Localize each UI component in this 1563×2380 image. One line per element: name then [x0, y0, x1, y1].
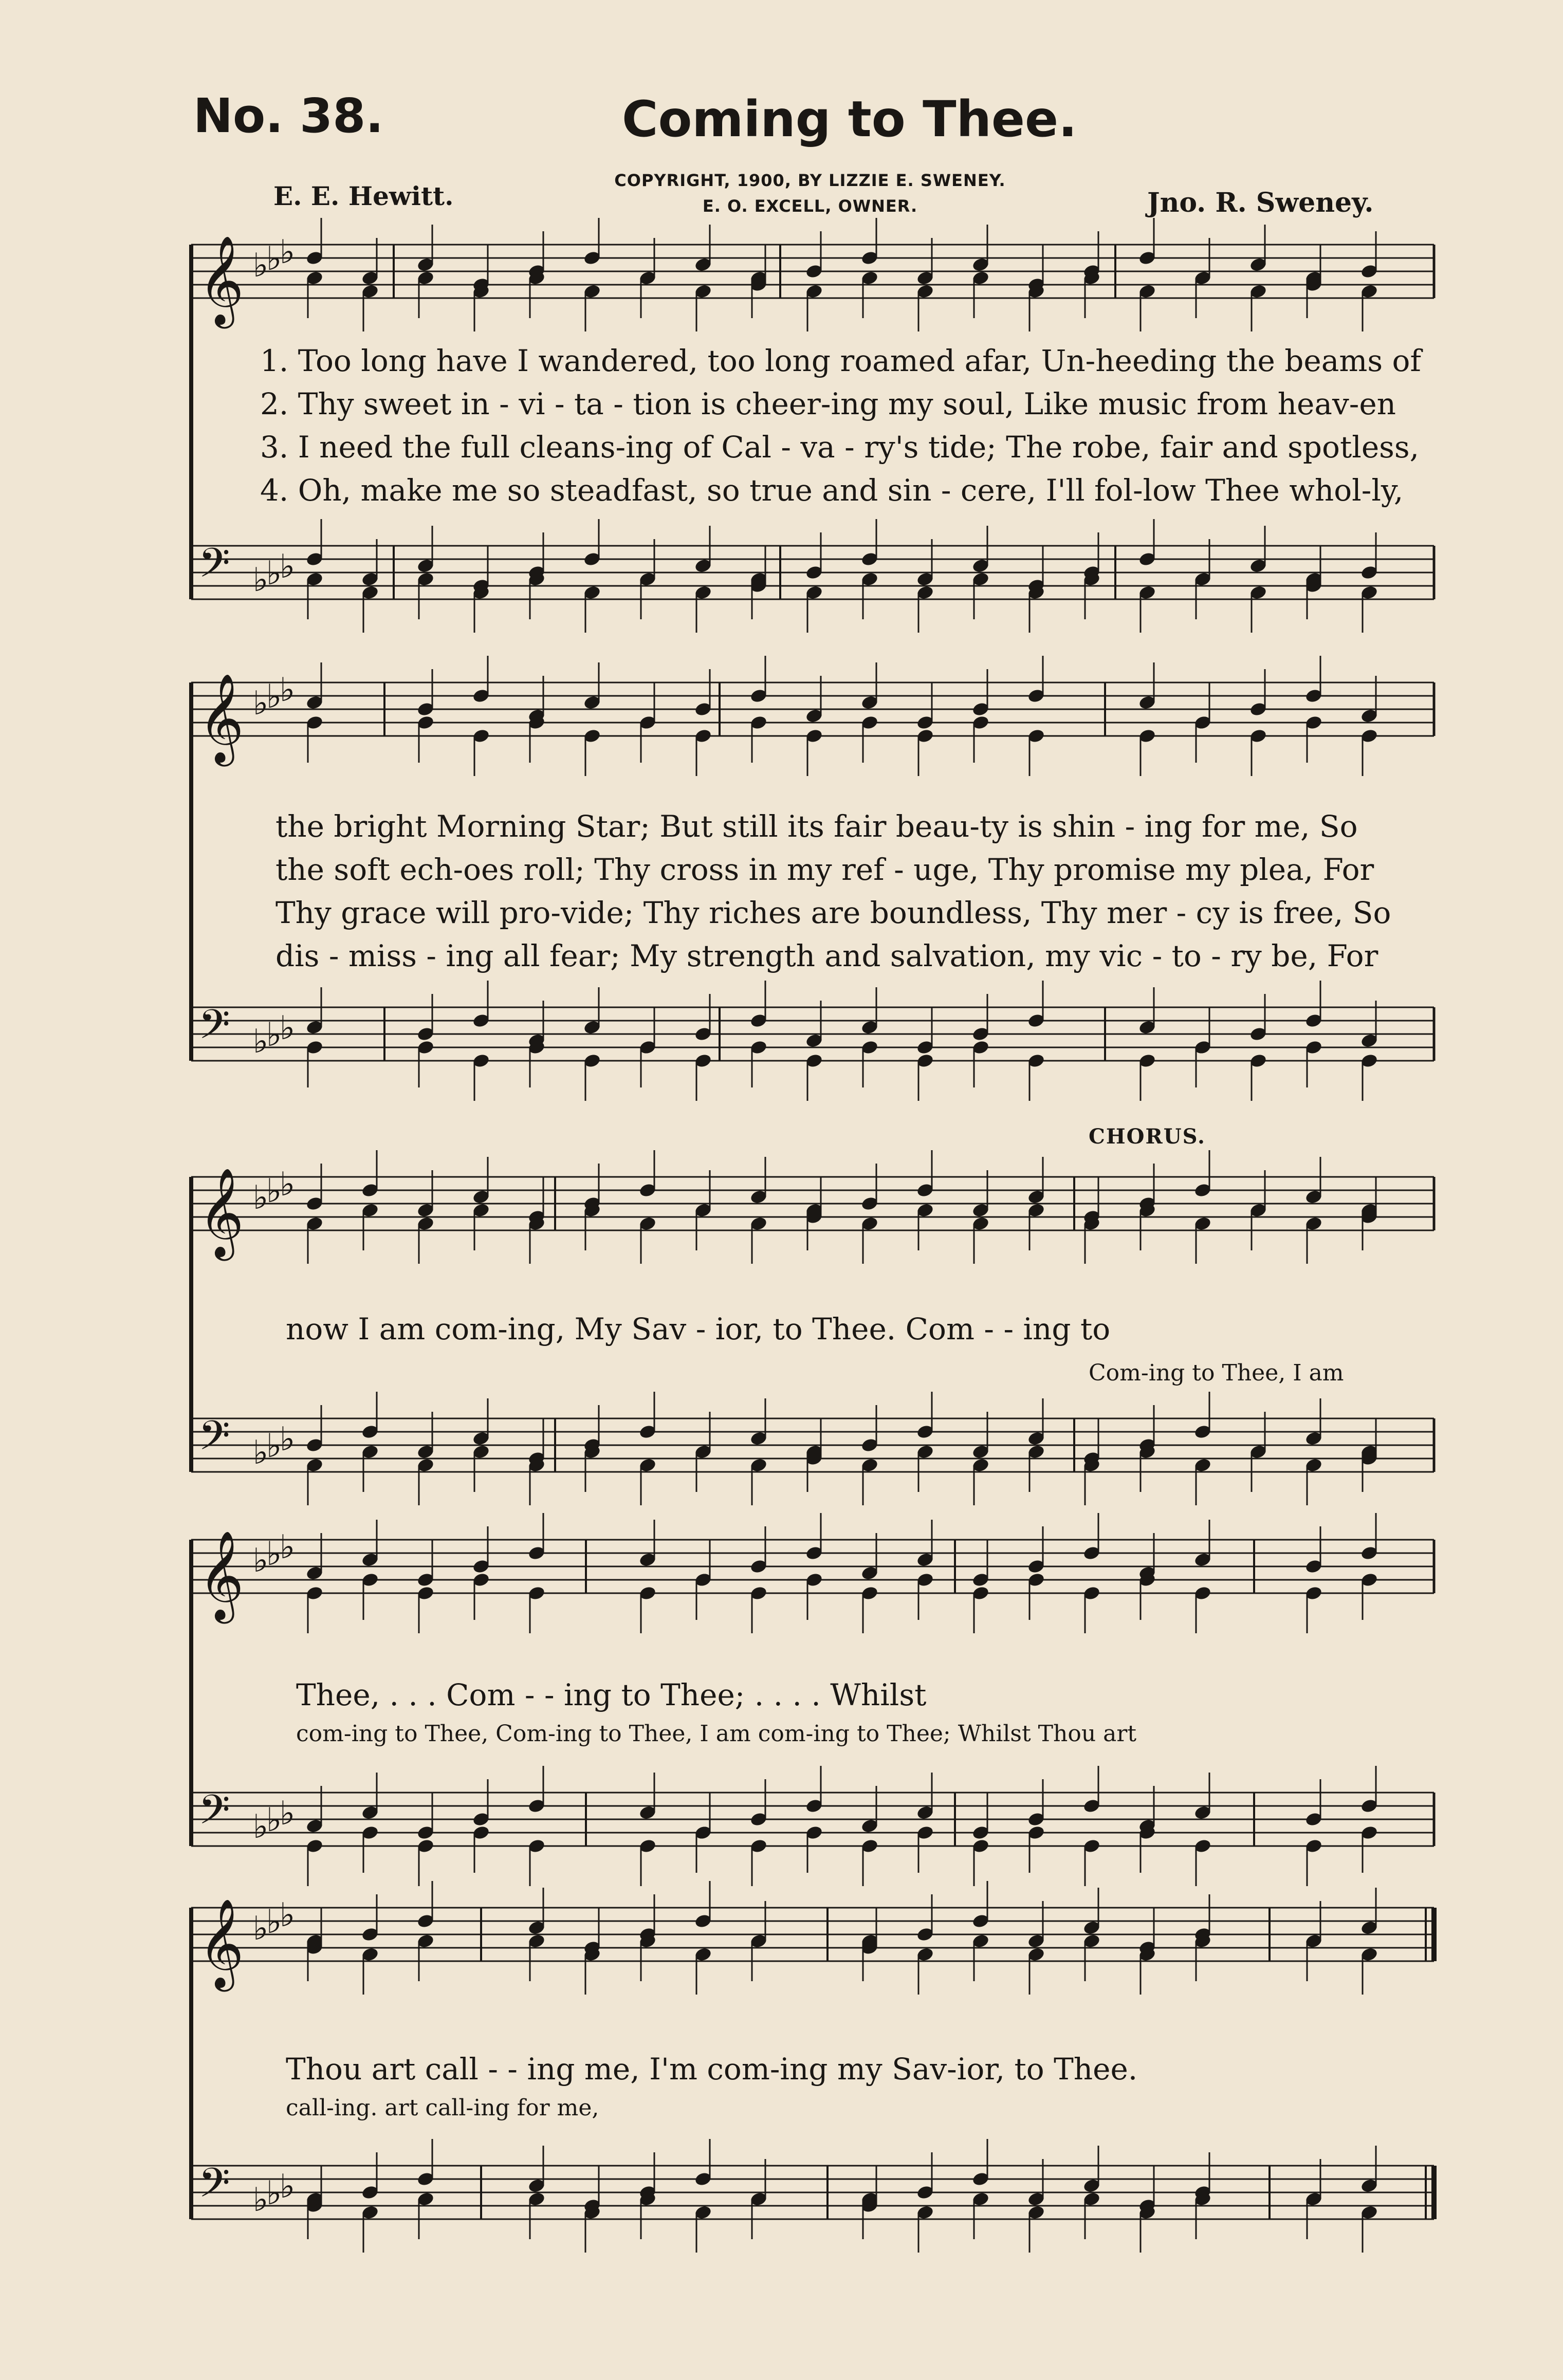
flat-icon: ♭: [280, 1009, 296, 1047]
chorus-label: CHORUS.: [1089, 1124, 1206, 1149]
verse-4-line-a: 4. Oh, make me so steadfast, so true and sin - cere, I'll fol-low Thee whol-ly,: [260, 473, 1404, 508]
flat-icon: ♭: [280, 1795, 296, 1833]
flat-icon: ♭: [266, 1427, 282, 1465]
flat-icon: ♭: [280, 671, 296, 709]
lyricist-credit: E. E. Hewitt.: [273, 181, 454, 211]
treble-clef-icon: 𝄞: [198, 1898, 244, 1988]
flat-icon: ♭: [280, 1420, 296, 1459]
verse-4-line-b: dis - miss - ing all fear; My strength and salvation, my vic - to - ry be, For: [275, 938, 1378, 973]
verse-1-line-b: the bright Morning Star; But still its fair beau-ty is shin - ing for me, So: [275, 809, 1358, 844]
flat-icon: ♭: [266, 2174, 282, 2212]
bass-clef-icon: 𝄢: [198, 2159, 230, 2217]
flat-icon: ♭: [280, 1166, 296, 1204]
verse-2-line-b: the soft ech-oes roll; Thy cross in my ref - uge, Thy promise my plea, For: [275, 852, 1374, 887]
owner-line: E. O. EXCELL, OWNER.: [702, 196, 918, 216]
flat-icon: ♭: [266, 678, 282, 716]
composer-credit: Jno. R. Sweney.: [1147, 187, 1374, 218]
bass-clef-icon: 𝄢: [198, 539, 230, 597]
flat-icon: ♭: [253, 561, 269, 599]
flat-icon: ♭: [253, 685, 269, 723]
copyright-line: COPYRIGHT, 1900, BY LIZZIE E. SWENEY.: [614, 171, 1006, 190]
chorus-bass-lyric-b: com-ing to Thee, Com-ing to Thee, I am com-ing to Thee; Whilst Thou art: [296, 1721, 1137, 1747]
flat-icon: ♭: [280, 1896, 296, 1934]
chorus-lyric-c: Thou art call - - ing me, I'm com-ing my Sav-ior, to Thee.: [286, 2052, 1138, 2087]
flat-icon: ♭: [280, 233, 296, 271]
chorus-bass-lyric-a: Com-ing to Thee, I am: [1089, 1360, 1344, 1386]
treble-clef-icon: 𝄞: [198, 1168, 244, 1257]
flat-icon: ♭: [266, 1172, 282, 1210]
flat-icon: ♭: [266, 555, 282, 593]
flat-icon: ♭: [253, 247, 269, 285]
verse-3-line-a: 3. I need the full cleans-ing of Cal - va - ry's tide; The robe, fair and spotless,: [260, 430, 1420, 465]
verse-3-line-b: Thy grace will pro-vide; Thy riches are boundless, Thy mer - cy is free, So: [275, 895, 1391, 930]
flat-icon: ♭: [266, 1535, 282, 1573]
flat-icon: ♭: [253, 1434, 269, 1472]
treble-clef-icon: 𝄞: [198, 1530, 244, 1620]
flat-icon: ♭: [253, 1023, 269, 1061]
chorus-lyric-a: now I am com-ing, My Sav - ior, to Thee. Com - - ing to: [286, 1312, 1111, 1346]
flat-icon: ♭: [266, 1016, 282, 1054]
flat-icon: ♭: [266, 1903, 282, 1941]
flat-icon: ♭: [280, 1528, 296, 1566]
flat-icon: ♭: [253, 1910, 269, 1948]
bass-clef-icon: 𝄢: [198, 1001, 230, 1058]
flat-icon: ♭: [280, 2168, 296, 2206]
chorus-bass-lyric-c: call-ing. art call-ing for me,: [286, 2095, 599, 2121]
bass-clef-icon: 𝄢: [198, 1786, 230, 1843]
flat-icon: ♭: [280, 548, 296, 586]
flat-icon: ♭: [266, 240, 282, 278]
hymn-number: No. 38.: [193, 88, 384, 143]
flat-icon: ♭: [266, 1801, 282, 1839]
verse-2-line-a: 2. Thy sweet in - vi - ta - tion is cheer-ing my soul, Like music from heav-en: [260, 386, 1396, 421]
hymn-title: Coming to Thee.: [622, 90, 1077, 148]
chorus-lyric-b: Thee, . . . Com - - ing to Thee; . . . . Whilst: [296, 1677, 927, 1712]
flat-icon: ♭: [253, 1542, 269, 1580]
verse-1-line-a: 1. Too long have I wandered, too long roamed afar, Un-heeding the beams of: [260, 343, 1421, 378]
treble-clef-icon: 𝄞: [198, 673, 244, 763]
bass-clef-icon: 𝄢: [198, 1412, 230, 1469]
treble-clef-icon: 𝄞: [198, 235, 244, 325]
flat-icon: ♭: [253, 1179, 269, 1217]
flat-icon: ♭: [253, 2181, 269, 2219]
flat-icon: ♭: [253, 1808, 269, 1846]
